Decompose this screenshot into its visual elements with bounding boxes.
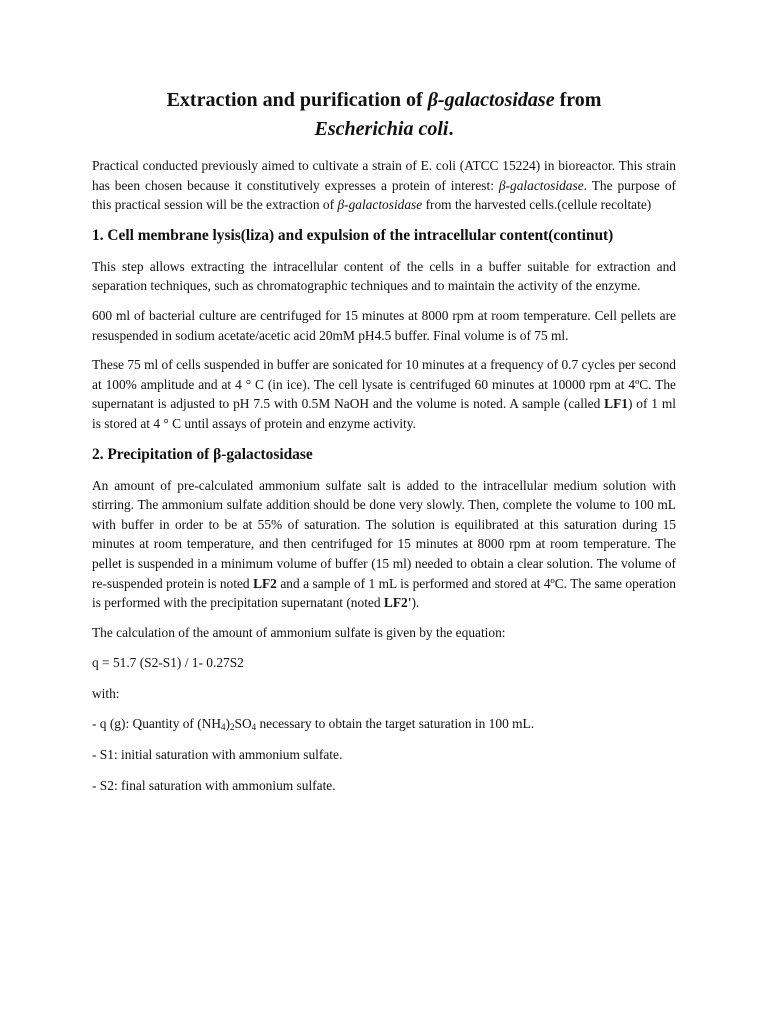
- title-enzyme: β-galactosidase: [427, 89, 555, 111]
- def-q-text-c: SO: [234, 716, 252, 732]
- section-2-heading: 2. Precipitation of β-galactosidase: [92, 445, 313, 463]
- intro-text-2: . The purpose of this practical session will be the extraction of: [92, 177, 676, 213]
- def-q-text-b: ): [225, 716, 231, 732]
- intro-text-3: from the harvested cells.(cellule recoltate): [422, 197, 652, 213]
- section-2-paragraph-1: [92, 476, 676, 613]
- intro-enzyme-2: β-galactosidase: [337, 197, 423, 213]
- definition-q: [92, 714, 676, 734]
- section-1-paragraph-3: [92, 355, 676, 433]
- section-1-heading: 1. Cell membrane lysis(liza) and expulsion of the intracellular content(continut): [92, 226, 614, 244]
- sample-label-lf1: LF1: [604, 396, 628, 412]
- title-organism: Escherichia coli: [314, 118, 449, 140]
- intro-enzyme-1: β-galactosidase: [498, 177, 584, 193]
- section-2-paragraph-2: The calculation of the amount of ammonium sulfate is given by the equation:: [92, 624, 506, 640]
- def-q-text-d: necessary to obtain the target saturation in 100 mL.: [256, 716, 535, 732]
- def-q-sub-3: 4: [251, 722, 257, 733]
- title-period: .: [448, 118, 454, 140]
- title-prefix: Extraction and purification of: [166, 89, 428, 111]
- intro-paragraph: [92, 156, 676, 215]
- ammonium-sulfate-equation: q = 51.7 (S2-S1) / 1- 0.27S2: [92, 655, 244, 671]
- definition-s2: - S2: final saturation with ammonium sulfate.: [92, 777, 336, 793]
- section-1-paragraph-2: 600 ml of bacterial culture are centrifuged for 15 minutes at 8000 rpm at room temperature. Cell pellets are resuspended in sodium acetate/acetic acid 20mM pH4.5 buffer. Final volume is of 75 ml.: [92, 307, 676, 343]
- title-suffix: from: [554, 89, 602, 111]
- definition-s1: - S1: initial saturation with ammonium sulfate.: [92, 747, 343, 763]
- s2p1-text-a: An amount of pre-calculated ammonium sulfate salt is added to the intracellular medium solution with stirring. The ammonium sulfate addition should be done very slowly. Then, complete the volume to 100 mL with buffer in order to be at 55% of saturation. The solution is equilibrated at this saturation during 15 minutes at room temperature, and then centrifuged for 15 minutes at 8000 rpm at room temperature. The pellet is suspended in a minimum volume of buffer (15 ml) needed to obtain a clear solution. The volume of re-suspended protein is noted: [92, 477, 676, 591]
- sample-label-lf2-prime: LF2': [383, 595, 412, 611]
- s2p1-text-c: ).: [411, 595, 420, 611]
- para3-text-a: These 75 ml of cells suspended in buffer are sonicated for 10 minutes at a frequency of 0.7 cycles per second at 100% amplitude and at 4 ° C (in ice). The cell lysate is centrifuged 60 minutes at 10000 rpm at 4ºC. The supernatant is adjusted to pH 7.5 with 0.5M NaOH and the volume is noted. A sample (called: [92, 357, 676, 412]
- s2p1-text-b: and a sample of 1 mL is performed and stored at 4ºC. The same operation is performed with the precipitation supernatant (noted: [92, 575, 676, 611]
- intro-text-1: Practical conducted previously aimed to cultivate a strain of E. coli (ATCC 15224) in bioreactor. This strain has been chosen because it constitutively expresses a protein of interest:: [92, 158, 676, 193]
- section-1-paragraph-1: This step allows extracting the intracellular content of the cells in a buffer suitable for extraction and separation techniques, such as chromatographic techniques and to maintain the activity of the enzyme.: [92, 258, 676, 294]
- sample-label-lf2: LF2: [253, 575, 277, 591]
- para3-text-b: ) of 1 ml is stored at 4 ° C until assays of protein and enzyme activity.: [92, 396, 676, 431]
- def-q-sub-1: 4: [221, 722, 226, 733]
- document-title: [92, 86, 676, 144]
- def-q-sub-2: 2: [230, 722, 235, 733]
- def-q-text-a: - q (g): Quantity of (NH: [92, 716, 222, 732]
- with-label: with:: [92, 685, 120, 701]
